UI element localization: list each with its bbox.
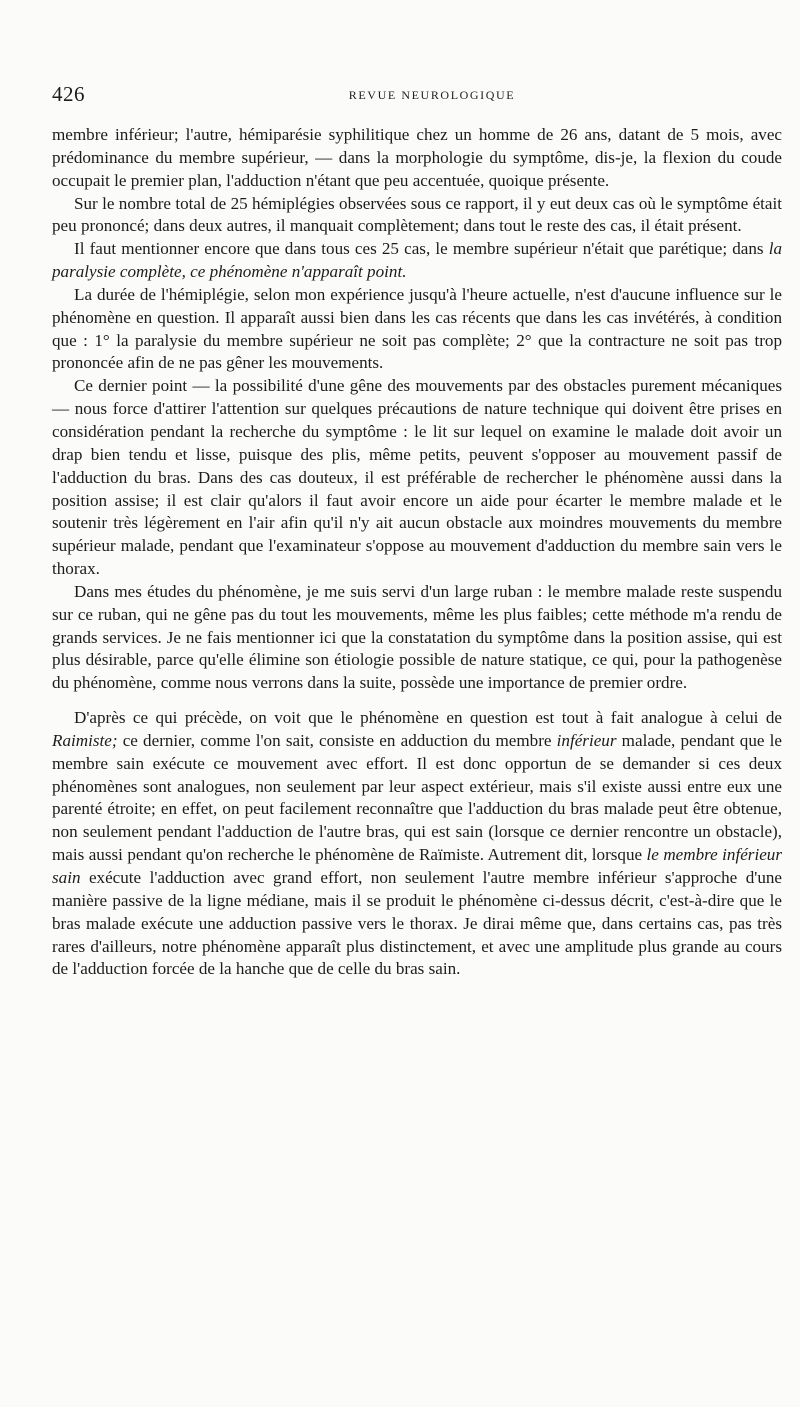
paragraph <box>52 581 782 695</box>
page-number: 426 <box>52 82 85 106</box>
page-header <box>52 82 782 112</box>
italic-text-run: la paralysie complète, ce phénomène n'apparaît point. <box>52 239 782 282</box>
text-run: membre inférieur; l'autre, hémiparésie syphilitique chez un homme de 26 ans, datant de 5 mois, avec prédominance du membre supérieur, — dans la morphologie du symptôme, dis-je, la flexion du coude occupait le premier plan, l'adduction n'étant que peu accentuée, quoique présente. <box>52 125 782 190</box>
text-run: La durée de l'hémiplégie, selon mon expérience jusqu'à l'heure actuelle, n'est d'aucune influence sur le phénomène en question. Il apparaît aussi bien dans les cas récents que dans les cas invétérés, à condition que : 1° la paralysie du membre supérieur ne soit pas complète; 2° que la contracture ne soit pas trop prononcée afin de ne pas gêner les mouvements. <box>52 284 782 373</box>
text-run: Ce dernier point — la possibilité d'une gêne des mouvements par des obstacles purement mécaniques — nous force d'attirer l'attention sur quelques précautions de nature technique qui doivent être prises en considération pendant la recherche du symptôme : le lit sur lequel on examine le malade doit avoir un drap bien tendu et lisse, puisque des plis, même petits, peuvent s'opposer au mouvement passif de l'adduction du bras. Dans des cas douteux, il est préférable de rechercher le phénomène aussi dans la position assise; il est clair qu'alors il faut avoir encore un aide pour écarter le membre malade et le soutenir très légèrement en l'air afin qu'il n'y ait aucun obstacle aux moindres mouvements du membre supérieur malade, pendant que l'examinateur s'oppose au mouvement d'adduction du membre sain vers le thorax. <box>52 376 782 579</box>
paragraph <box>52 124 782 193</box>
paragraph <box>52 375 782 581</box>
paragraph <box>52 238 782 284</box>
body-text <box>52 124 782 981</box>
running-head: REVUE NEUROLOGIQUE <box>348 88 516 102</box>
italic-text-run: Raimiste; <box>52 730 118 750</box>
book-page <box>52 82 782 981</box>
text-run: ce dernier, comme l'on sait, consiste en adduction du membre <box>117 730 557 750</box>
paragraph <box>52 284 782 375</box>
italic-text-run: inférieur <box>556 730 617 750</box>
italic-text-run: le membre inférieur sain <box>52 845 782 887</box>
text-run: Sur le nombre total de 25 hémiplégies observées sous ce rapport, il y eut deux cas où le symptôme était peu prononcé; dans deux autres, il manquait complètement; dans tout le reste des cas, il était présent. <box>52 193 782 236</box>
text-run: Il faut mentionner encore que dans tous ces 25 cas, le membre supérieur n'était que parétique; dans <box>74 239 769 259</box>
text-run: malade, pendant que le membre sain exécute ce mouvement avec effort. Il est donc opportun de se demander si ces deux phénomènes sont analogues, non seulement par leur aspect extérieur, mais s'il existe aussi entre eux une parenté étroite; en effet, on peut facilement reconnaître que l'adduction du bras malade peut être obtenue, non seulement pendant l'adduction de l'autre bras, qui est sain (lorsque ce dernier rencontre un obstacle), mais aussi pendant qu'on recherche le phénomène de Raïmiste. Autrement dit, lorsque <box>52 730 782 865</box>
paragraph <box>52 193 782 239</box>
text-run: Dans mes études du phénomène, je me suis servi d'un large ruban : le membre malade reste suspendu sur ce ruban, qui ne gêne pas du tout les mouvements, même les plus faibles; cette méthode m'a rendu de grands services. Je ne fais mentionner ici que la constatation du symptôme dans la position assise, qui est plus désirable, parce qu'elle élimine son étiologie possible de nature statique, ce qui, pour la pathogenèse du phénomène, comme nous verrons dans la suite, possède une importance de premier ordre. <box>52 581 782 693</box>
paragraph <box>52 707 782 981</box>
text-run: D'après ce qui précède, on voit que le phénomène en question est tout à fait analogue à celui de <box>74 708 782 728</box>
text-run: exécute l'adduction avec grand effort, non seulement l'autre membre inférieur s'approche d'une manière passive de la ligne médiane, mais il se produit le phénomène ci-dessus décrit, c'est-à-dire que le bras malade exécute une adduction passive vers le thorax. Je dirai même que, dans certains cas, pas très rares d'ailleurs, notre phénomène apparaît plus distinctement, et avec une amplitude plus grande au cours de l'adduction forcée de la hanche que de celle du bras sain. <box>52 868 782 979</box>
